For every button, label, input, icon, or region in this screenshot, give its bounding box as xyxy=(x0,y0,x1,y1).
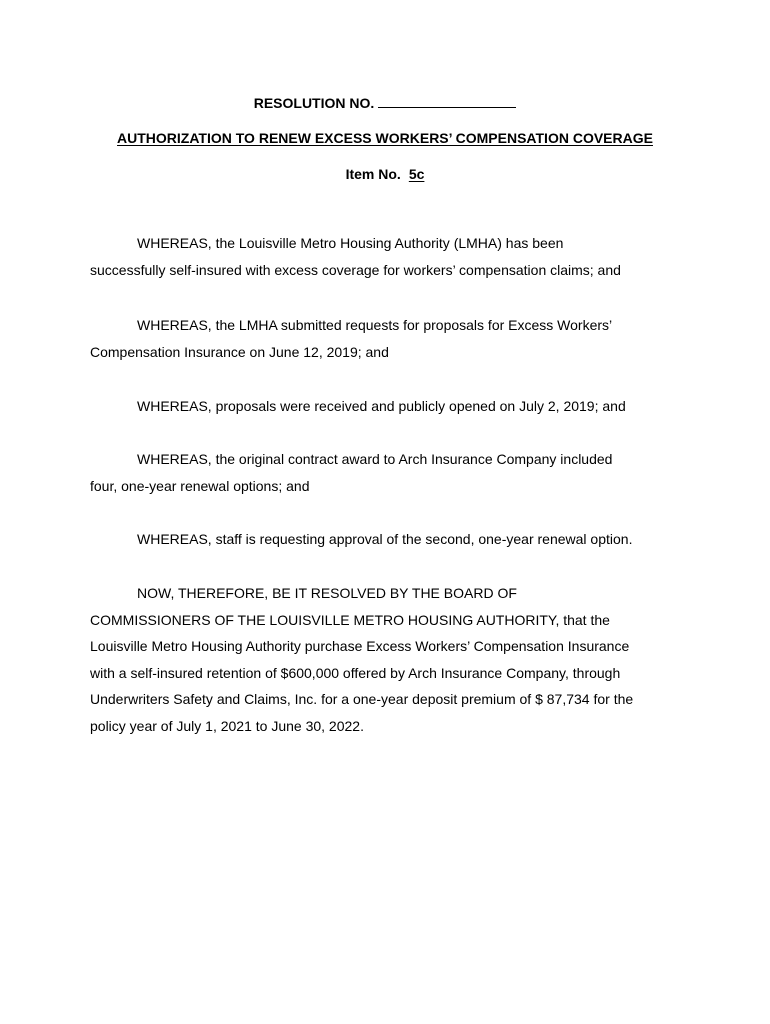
whereas-paragraph-5 xyxy=(90,526,690,553)
resolution-number-blank xyxy=(378,93,516,108)
paragraph-line: successfully self-insured with excess coverage for workers’ compensation claims; and xyxy=(90,261,621,278)
paragraph-line: Louisville Metro Housing Authority purchase Excess Workers’ Compensation Insurance xyxy=(90,638,630,655)
whereas-paragraph-3 xyxy=(90,393,690,420)
resolution-number-line xyxy=(0,93,770,111)
whereas-paragraph-1 xyxy=(90,230,690,283)
paragraph-line: NOW, THEREFORE, BE IT RESOLVED BY THE BOARD OF xyxy=(137,585,517,601)
paragraph-line: policy year of July 1, 2021 to June 30, 2022. xyxy=(90,717,364,734)
item-label: Item No. xyxy=(345,166,401,182)
paragraph-line: four, one-year renewal options; and xyxy=(90,477,310,494)
paragraph-line: WHEREAS, the original contract award to Arch Insurance Company included xyxy=(137,451,613,467)
paragraph-line: with a self-insured retention of $600,000 offered by Arch Insurance Company, through xyxy=(90,664,621,681)
item-number-line xyxy=(0,166,770,182)
paragraph-line: Compensation Insurance on June 12, 2019; and xyxy=(90,343,389,360)
whereas-paragraph-2 xyxy=(90,312,690,365)
resolution-label: RESOLUTION NO. xyxy=(253,95,375,111)
document-title: AUTHORIZATION TO RENEW EXCESS WORKERS’ COMPENSATION COVERAGE xyxy=(117,130,653,146)
paragraph-line: Underwriters Safety and Claims, Inc. for a one-year deposit premium of $ 87,734 for the xyxy=(90,691,634,708)
paragraph-line: WHEREAS, the LMHA submitted requests for proposals for Excess Workers’ xyxy=(137,317,613,333)
paragraph-line: WHEREAS, staff is requesting approval of the second, one-year renewal option. xyxy=(137,531,633,547)
whereas-paragraph-4 xyxy=(90,446,690,499)
paragraph-line: WHEREAS, the Louisville Metro Housing Authority (LMHA) has been xyxy=(137,235,564,251)
resolved-paragraph xyxy=(90,580,690,740)
paragraph-line: WHEREAS, proposals were received and publicly opened on July 2, 2019; and xyxy=(137,398,626,414)
item-number: 5c xyxy=(408,166,425,182)
paragraph-line: COMMISSIONERS OF THE LOUISVILLE METRO HOUSING AUTHORITY, that the xyxy=(90,611,610,628)
